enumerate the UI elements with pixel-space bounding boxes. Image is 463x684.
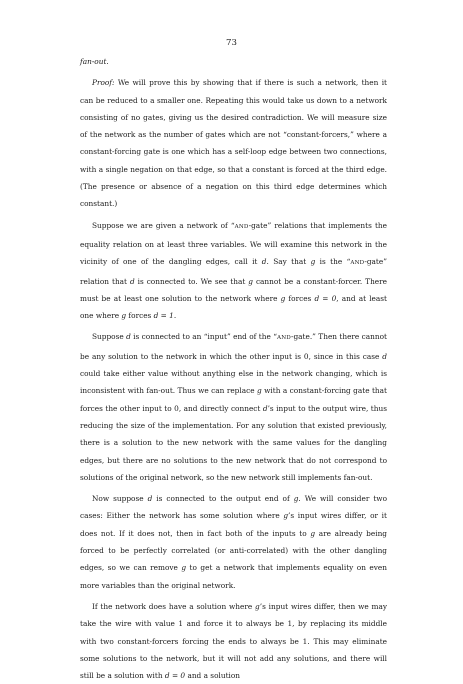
math-var: g	[310, 528, 316, 538]
math-var: g	[181, 563, 187, 573]
text-run: are already being forced to be perfectly correlated (or anti-correlated) with the other dangling edges, so we can remove	[80, 528, 387, 573]
text-run: forces	[285, 293, 315, 303]
text-run: Now suppose	[92, 494, 148, 504]
text-run: .	[173, 311, 177, 321]
math-var: g	[255, 601, 260, 611]
math-var: g	[310, 257, 316, 267]
text-run: ’s input to the output wire, thus reducing the size of the implementation. For any solution that existed previously, there is a solution to the new network with the same values for the dangling edges, but there are no solutions to the new network that do not correspond to solutions of the original network, so the new network still implements fan-out.	[80, 403, 387, 482]
text-run: , and at least one where	[80, 293, 387, 321]
text-run: -gate” relations that implements the equality relation on at least three variables. We will examine this network in the vicinity of one of the dangling edges, call it	[80, 220, 387, 267]
text-run: ’s input wires differ, or it does not. If it does not, then in fact both of the inputs to	[80, 511, 387, 538]
math-expr: d = 0	[314, 293, 337, 303]
proof-label: Proof:	[92, 78, 115, 88]
proof-paragraph	[80, 74, 387, 212]
smallcaps-term: AND	[234, 223, 249, 230]
math-var: d	[129, 276, 135, 286]
paragraph-5	[80, 598, 387, 684]
math-expr: d = 0	[164, 671, 186, 681]
math-var: g	[248, 276, 253, 286]
paragraph-4	[80, 490, 387, 594]
math-var: g	[121, 311, 127, 321]
paragraph-2	[80, 217, 387, 325]
text-run: -gate.” Then there cannot be any solution to the network in which the other input is 0, since in this case	[80, 332, 387, 361]
text-run: is connected to an “input” end of the “	[130, 332, 277, 342]
paragraph-3	[80, 328, 387, 486]
body-text	[80, 53, 387, 684]
math-var: g	[283, 511, 289, 521]
opening-line: fan-out.	[80, 57, 109, 66]
math-var: d	[126, 332, 131, 342]
text-run: forces	[126, 311, 154, 321]
math-expr: d = 1	[153, 311, 174, 321]
text-run: ’s input wires differ, then we may take the wire with value 1 and force it to always be 1, by replacing its middle with two constant-forcers forcing the ends to always be 1. This may eliminate some solutions to the network, but it will not add any solutions, and there will still be a solution with	[80, 601, 388, 681]
text-run: could take either value without anything else in the network changing, which is inconsistent with fan-out. Thus we can replace	[80, 369, 387, 396]
text-run: is connected to. We see that	[134, 276, 249, 286]
proof-text: We will prove this by showing that if there is such a network, then it can be reduced to a smaller one. Repeating this would take us down to a network consisting of no gates, giving us the desired contradiction. We will measure size of the network as the number of gates which are not “constant-forcers,” where a constant-forcing gate is one which has a self-loop edge between two connections, with a single negation on that edge, so that a constant is forced at the third edge. (The presence or absence of a negation on this third edge determines which constant.)	[80, 78, 387, 209]
math-var: d	[147, 494, 153, 504]
smallcaps-term: AND	[350, 260, 365, 267]
math-var: g	[257, 386, 262, 396]
text-run: . We will consider two cases: Either the network has some solution where	[80, 494, 388, 521]
math-var: d	[262, 403, 268, 413]
text-run: to get a network that implements equality on even more variables than the original network.	[80, 563, 387, 590]
text-run: is the “	[315, 257, 351, 267]
math-var: d	[382, 351, 387, 361]
text-run: and a solution	[185, 671, 241, 681]
text-run: Suppose we are given a network of “	[92, 220, 235, 230]
text-run: If the network does have a solution where	[92, 601, 256, 611]
math-var: d	[261, 257, 267, 267]
page-number: 73	[226, 38, 237, 48]
text-run: -gate” relation that	[80, 257, 387, 286]
text-run: is connected to the output end of	[152, 494, 294, 504]
text-run: with a constant-forcing gate that forces the other input to 0, and directly connect	[80, 386, 387, 413]
text-run: Suppose	[92, 332, 127, 342]
smallcaps-term: AND	[276, 335, 291, 342]
math-var: g	[293, 494, 299, 504]
math-var: g	[280, 293, 286, 303]
text-run: cannot be a constant-forcer. There must be at least one solution to the network where	[80, 276, 388, 303]
text-run: . Say that	[266, 257, 311, 267]
